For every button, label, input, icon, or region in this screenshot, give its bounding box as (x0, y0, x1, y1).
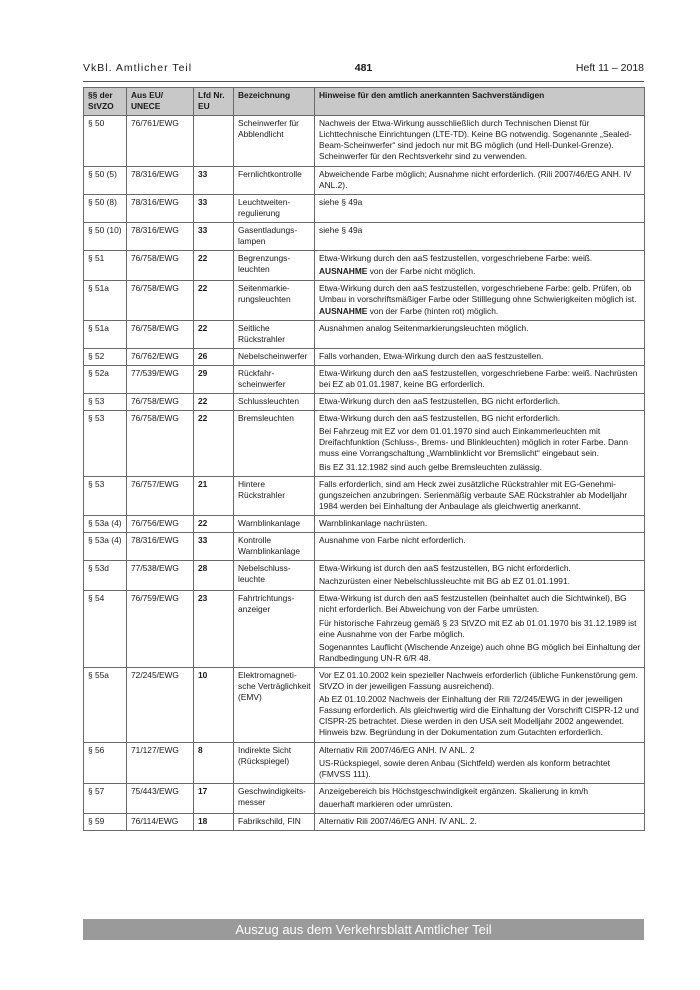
cell-stvzo: § 50 (5) (84, 166, 127, 194)
cell-hinweise (315, 365, 645, 393)
cell-nr: 22 (194, 515, 234, 532)
hint-text: Vor EZ 01.10.2002 kein spezieller Nachweis erforderlich (übliche Funkenstörung gem. StVZO in der jeweiligen Fassung ausreichend). (319, 669, 638, 692)
cell-nr (194, 116, 234, 166)
cell-bezeichnung: Geschwindigkeitsmesser (234, 783, 315, 813)
cell-bezeichnung: Bremsleuchten (234, 411, 315, 476)
cell-hinweise (315, 742, 645, 783)
hint-text: Etwa-Wirkung durch den aaS festzustellen, vorgeschriebene Farbe: weiß. (319, 253, 593, 264)
cell-stvzo: § 52 (84, 348, 127, 365)
cell-eu: 78/316/EWG (127, 194, 194, 222)
cell-nr: 22 (194, 320, 234, 348)
hint-text: US-Rückspiegel, sowie deren Anbau (Sichtfeld) werden als konform betrachtet (FMVSS 111). (319, 757, 610, 779)
hint-paragraph (319, 799, 641, 810)
header-bezeichnung: Bezeichnung (234, 88, 315, 116)
cell-bezeichnung: Seitenmarkierungsleuchten (234, 281, 315, 320)
hint-text: Ausnahme von Farbe nicht erforderlich. (319, 535, 466, 545)
table-row (84, 783, 645, 813)
cell-eu: 75/443/EWG (127, 783, 194, 813)
table-row (84, 591, 645, 668)
cell-nr: 23 (194, 591, 234, 668)
cell-bezeichnung: Warnblinkanlage (234, 515, 315, 532)
hint-paragraph (319, 266, 641, 277)
hint-paragraph (319, 535, 641, 546)
hint-paragraph (319, 413, 641, 424)
cell-eu: 76/758/EWG (127, 394, 194, 411)
table-body (84, 116, 645, 831)
cell-hinweise (315, 783, 645, 813)
table-row (84, 813, 645, 830)
hint-paragraph (319, 816, 641, 827)
cell-nr: 10 (194, 667, 234, 742)
cell-bezeichnung: Schlussleuchten (234, 394, 315, 411)
cell-nr: 17 (194, 783, 234, 813)
hint-paragraph (319, 118, 641, 162)
cell-hinweise (315, 813, 645, 830)
table-row (84, 515, 645, 532)
table-row (84, 533, 645, 561)
hint-text: Nachweis der Etwa-Wirkung ausschließlich durch Technischen Dienst für Lichttechnische Einrichtungen (LTE-TD). Keine BG notwendig. Sogenannte „Sealed-Beam-Scheinwerfer“ sind jedoch nur mit BG möglich (und Hell-Dunkel-Grenze). Scheinwerfer für den Rechtsverkehr sind zu verwenden. (319, 118, 632, 162)
header-nr: Lfd Nr. EU (194, 88, 234, 116)
cell-stvzo: § 53 (84, 411, 127, 476)
table-row (84, 320, 645, 348)
cell-eu: 78/316/EWG (127, 166, 194, 194)
cell-hinweise (315, 116, 645, 166)
cell-stvzo: § 56 (84, 742, 127, 783)
cell-stvzo: § 51a (84, 281, 127, 320)
cell-hinweise (315, 515, 645, 532)
hint-paragraph (319, 786, 641, 797)
hint-text: Ab EZ 01.10.2002 Nachweis der Einhaltung der Rili 72/245/EWG in der jeweiligen Fassung erforderlich. Als gleichwertig wird die Einhaltung der Vorschrift CISPR-12 und CISPR-25 betrachtet. Diese werden in den USA seit Modelljahr 2002 angewendet. Hinweis bzw. Begründung in der Dokumentation zum Gutachten erforderlich. (319, 694, 639, 738)
hint-paragraph (319, 518, 641, 529)
hint-paragraph (319, 426, 641, 459)
cell-eu: 77/539/EWG (127, 365, 194, 393)
header-stvzo: §§ der StVZO (84, 88, 127, 116)
hint-text: Ausnahmen analog Seitenmarkierungsleuchten möglich. (319, 322, 529, 333)
hint-text: Sogenanntes Lauflicht (Wischende Anzeige) auch ohne BG möglich bei Einhaltung der Randbedingung UN-R 6/R 48. (319, 641, 641, 663)
hint-paragraph (319, 197, 641, 208)
cell-stvzo: § 59 (84, 813, 127, 830)
cell-eu: 72/245/EWG (127, 667, 194, 742)
table-row (84, 116, 645, 166)
hint-text: Warnblinkanlage nachrüsten. (319, 517, 428, 528)
cell-stvzo: § 53a (4) (84, 533, 127, 561)
cell-eu: 78/316/EWG (127, 222, 194, 250)
cell-nr: 33 (194, 194, 234, 222)
cell-hinweise (315, 166, 645, 194)
cell-eu: 76/759/EWG (127, 591, 194, 668)
hint-text: Anzeigebereich bis Höchstgeschwindigkeit ergänzen. Skalierung in km/h (319, 785, 589, 796)
hint-paragraph (319, 563, 641, 574)
hint-text: Etwa-Wirkung durch den aaS festzustellen, vorgeschriebene Farbe: weiß. Nachrüsten bei EZ ab 01.01.1987, keine BG erforderlich. (319, 367, 638, 389)
hint-paragraph (319, 351, 641, 362)
cell-nr: 28 (194, 561, 234, 591)
cell-stvzo: § 57 (84, 783, 127, 813)
cell-hinweise (315, 251, 645, 281)
regulation-table (83, 87, 645, 831)
cell-eu: 78/316/EWG (127, 533, 194, 561)
cell-stvzo: § 55a (84, 667, 127, 742)
journal-title: VkBl. Amtlicher Teil (83, 62, 193, 74)
cell-stvzo: § 52a (84, 365, 127, 393)
cell-bezeichnung: Rückfahrscheinwerfer (234, 365, 315, 393)
cell-hinweise (315, 394, 645, 411)
cell-bezeichnung: Gasentladungslampen (234, 222, 315, 250)
hint-paragraph (319, 758, 641, 780)
hint-text: von der Farbe nicht möglich. (367, 266, 476, 277)
issue-label: Heft 11 – 2018 (575, 62, 644, 74)
cell-hinweise (315, 222, 645, 250)
cell-nr: 8 (194, 742, 234, 783)
cell-nr: 29 (194, 365, 234, 393)
hint-text: Etwa-Wirkung ist durch den aaS festzustellen (beinhaltet auch die Sichtwinkel), BG nicht erforderlich. Bei Abweichung von der Farbe umrüsten. (319, 593, 627, 615)
hint-text: Alternativ Rili 2007/46/EG ANH. IV ANL. 2. (319, 815, 477, 826)
table-row (84, 166, 645, 194)
hint-paragraph (319, 694, 641, 738)
cell-stvzo: § 50 (84, 116, 127, 166)
cell-eu: 76/762/EWG (127, 348, 194, 365)
hint-paragraph (319, 670, 641, 692)
cell-hinweise (315, 320, 645, 348)
table-row (84, 411, 645, 476)
hint-text: Bei Fahrzeug mit EZ vor dem 01.01.1970 sind auch Einkammerleuchten mit Dreifachfunktion (Schluss-, Brems- und Blinkleuchten) möglich in roter Farbe. Dann muss eine Vorrangschaltung „Warnblinklicht vor Bremslicht“ eingebaut sein. (319, 426, 629, 459)
cell-stvzo: § 53d (84, 561, 127, 591)
hint-text: Für historische Fahrzeug gemäß § 23 StVZO mit EZ ab 01.01.1970 bis 31.12.1989 ist eine Ausnahme von der Farbe möglich. (319, 617, 637, 639)
table-row (84, 476, 645, 515)
table-row (84, 194, 645, 222)
hint-paragraph (319, 642, 641, 664)
table-row (84, 667, 645, 742)
hint-paragraph (319, 396, 641, 407)
hint-paragraph (319, 283, 641, 316)
cell-hinweise (315, 194, 645, 222)
cell-bezeichnung: Elektromagnetische Verträglichkeit (EMV) (234, 667, 315, 742)
hint-text: Etwa-Wirkung durch den aaS festzustellen, vorgeschriebene Farbe: gelb. Prüfen, ob Umbau in vorschriftsmäßiger Farbe oder Stilllegung ohne Schwierigkeiten möglich ist. (319, 283, 637, 305)
hint-text: Etwa-Wirkung ist durch den aaS festzustellen, BG nicht erforderlich. (319, 563, 571, 574)
cell-stvzo: § 51a (84, 320, 127, 348)
cell-nr: 22 (194, 394, 234, 411)
hint-text: Nachzurüsten einer Nebelschlussleuchte mit BG ab EZ 01.01.1991. (319, 576, 570, 587)
hint-text: siehe § 49a (319, 224, 363, 235)
cell-bezeichnung: Kontrolle Warnblinkanlage (234, 533, 315, 561)
table-row (84, 222, 645, 250)
cell-bezeichnung: Hintere Rückstrahler (234, 476, 315, 515)
cell-eu: 76/761/EWG (127, 116, 194, 166)
cell-hinweise (315, 667, 645, 742)
ausnahme-label: AUSNAHME (319, 305, 368, 316)
cell-stvzo: § 50 (10) (84, 222, 127, 250)
hint-text: Abweichende Farbe möglich; Ausnahme nicht erforderlich. (Rili 2007/46/EG ANH. IV ANL.2). (319, 168, 632, 190)
cell-nr: 26 (194, 348, 234, 365)
cell-bezeichnung: Nebelscheinwerfer (234, 348, 315, 365)
cell-hinweise (315, 348, 645, 365)
hint-paragraph (319, 479, 641, 512)
hint-paragraph (319, 618, 641, 640)
cell-hinweise (315, 411, 645, 476)
header-rule (83, 81, 644, 82)
hint-text: siehe § 49a (319, 196, 363, 207)
hint-paragraph (319, 593, 641, 615)
cell-eu: 76/758/EWG (127, 320, 194, 348)
cell-hinweise (315, 533, 645, 561)
cell-bezeichnung: Fernlichtkontrolle (234, 166, 315, 194)
cell-bezeichnung: Begrenzungsleuchten (234, 251, 315, 281)
cell-bezeichnung: Indirekte Sicht (Rückspiegel) (234, 742, 315, 783)
cell-eu: 71/127/EWG (127, 742, 194, 783)
cell-stvzo: § 53 (84, 476, 127, 515)
hint-text: Alternativ Rili 2007/46/EG ANH. IV ANL. 2 (319, 744, 475, 755)
cell-stvzo: § 53a (4) (84, 515, 127, 532)
cell-bezeichnung: Fabrikschild, FIN (234, 813, 315, 830)
hint-text: dauerhaft markieren oder umrüsten. (319, 798, 453, 809)
hint-paragraph (319, 576, 641, 587)
cell-stvzo: § 54 (84, 591, 127, 668)
table-row (84, 348, 645, 365)
page-number: 481 (354, 62, 373, 74)
footer-banner: Auszug aus dem Verkehrsblatt Amtlicher Teil (83, 919, 644, 940)
header-hinweise: Hinweise für den amtlich anerkannten Sachverständigen (315, 88, 645, 116)
cell-nr: 22 (194, 281, 234, 320)
hint-text: von der Farbe (hinten rot) möglich. (367, 305, 499, 316)
hint-paragraph (319, 225, 641, 236)
cell-nr: 22 (194, 251, 234, 281)
cell-nr: 33 (194, 533, 234, 561)
cell-eu: 76/756/EWG (127, 515, 194, 532)
header-eu: Aus EU/ UNECE (127, 88, 194, 116)
cell-nr: 33 (194, 222, 234, 250)
hint-text: Etwa-Wirkung durch den aaS festzustellen, BG nicht erforderlich. (319, 396, 561, 407)
cell-bezeichnung: Scheinwerfer für Abblendlicht (234, 116, 315, 166)
cell-eu: 76/758/EWG (127, 411, 194, 476)
cell-nr: 21 (194, 476, 234, 515)
cell-bezeichnung: Seitliche Rückstrahler (234, 320, 315, 348)
table-row (84, 281, 645, 320)
cell-nr: 22 (194, 411, 234, 476)
cell-eu: 76/758/EWG (127, 251, 194, 281)
table-row (84, 251, 645, 281)
hint-paragraph (319, 368, 641, 390)
cell-stvzo: § 51 (84, 251, 127, 281)
hint-paragraph (319, 169, 641, 191)
cell-hinweise (315, 476, 645, 515)
cell-eu: 76/758/EWG (127, 281, 194, 320)
hint-paragraph (319, 323, 641, 334)
page-header (83, 62, 644, 76)
hint-paragraph (319, 462, 641, 473)
hint-paragraph (319, 253, 641, 264)
table-header-row (84, 88, 645, 116)
ausnahme-label: AUSNAHME (319, 266, 368, 277)
cell-hinweise (315, 591, 645, 668)
table-row (84, 394, 645, 411)
hint-paragraph (319, 745, 641, 756)
cell-stvzo: § 53 (84, 394, 127, 411)
table-row (84, 742, 645, 783)
cell-bezeichnung: Nebelschlussleuchte (234, 561, 315, 591)
cell-nr: 33 (194, 166, 234, 194)
hint-text: Falls erforderlich, sind am Heck zwei zusätzliche Rückstrahler mit EG-Genehmigungszeichen anzubringen. Serienmäßig verbaute SAE Rückstrahler ab Modelljahr 1984 werden bei Einhaltung der Anbaulage als gleichwertig anerkannt. (319, 478, 628, 511)
cell-eu: 76/114/EWG (127, 813, 194, 830)
hint-text: Etwa-Wirkung durch den aaS festzustellen, BG nicht erforderlich. (319, 413, 561, 424)
cell-nr: 18 (194, 813, 234, 830)
hint-text: Bis EZ 31.12.1982 sind auch gelbe Bremsleuchten zulässig. (319, 461, 543, 472)
cell-hinweise (315, 561, 645, 591)
cell-hinweise (315, 281, 645, 320)
cell-bezeichnung: Fahrtrichtungsanzeiger (234, 591, 315, 668)
cell-eu: 77/538/EWG (127, 561, 194, 591)
table-row (84, 365, 645, 393)
cell-bezeichnung: Leuchtweitenregulierung (234, 194, 315, 222)
cell-stvzo: § 50 (8) (84, 194, 127, 222)
table-row (84, 561, 645, 591)
cell-eu: 76/757/EWG (127, 476, 194, 515)
hint-text: Falls vorhanden, Etwa-Wirkung durch den aaS festzustellen. (319, 350, 544, 361)
